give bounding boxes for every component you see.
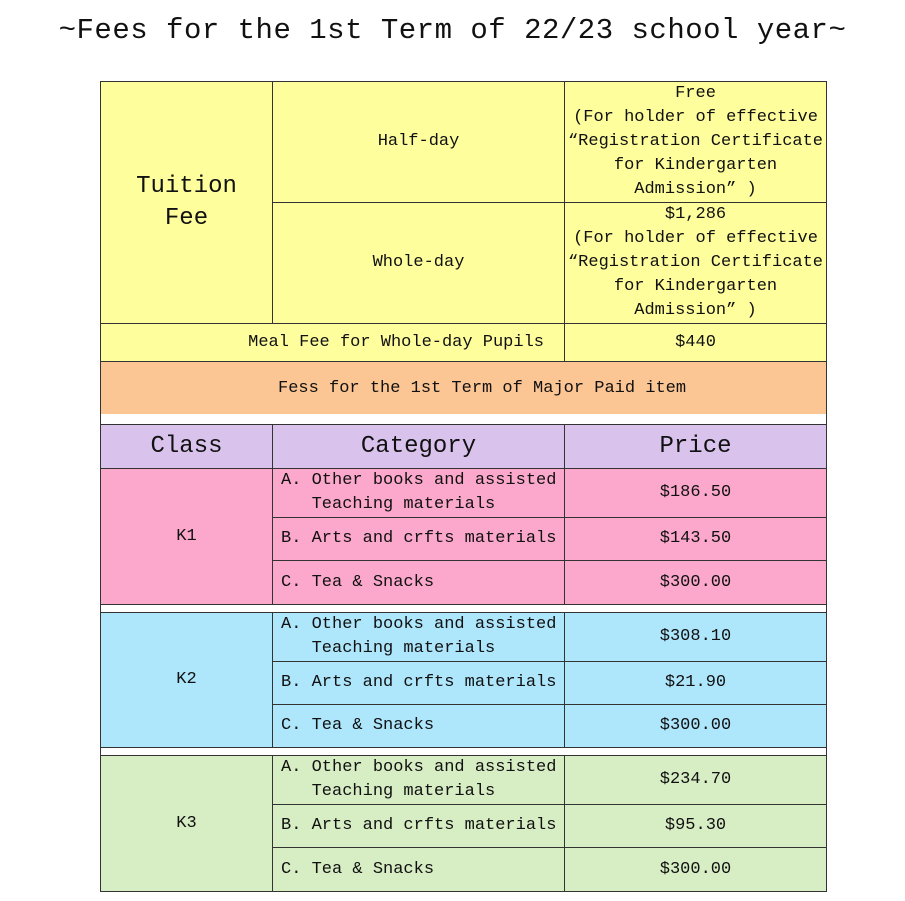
meal-fee-value: $440 (565, 324, 827, 362)
major-paid-heading: Fess for the 1st Term of Major Paid item (101, 362, 827, 416)
category-cell: B. Arts and crfts materials (273, 518, 565, 561)
category-cell: C. Tea & Snacks (273, 848, 565, 892)
meal-fee-label: Meal Fee for Whole-day Pupils (101, 324, 565, 362)
category-cell: C. Tea & Snacks (273, 561, 565, 605)
price-cell: $300.00 (565, 705, 827, 748)
column-header-price: Price (565, 425, 827, 469)
price-cell: $300.00 (565, 561, 827, 605)
class-block-k3 (100, 755, 827, 892)
section-gap (100, 748, 827, 755)
class-block-k2 (100, 612, 827, 748)
class-name: K2 (101, 613, 273, 748)
tuition-table (100, 81, 827, 416)
category-cell: B. Arts and crfts materials (273, 805, 565, 848)
whole-day-label: Whole-day (273, 203, 565, 324)
price-cell: $143.50 (565, 518, 827, 561)
half-day-label: Half-day (273, 82, 565, 203)
column-header-class: Class (101, 425, 273, 469)
price-cell: $186.50 (565, 469, 827, 518)
class-name: K1 (101, 469, 273, 605)
whole-day-fee: $1,286 (For holder of effective “Registration Certificate for Kindergarten Admission” ) (565, 203, 827, 324)
price-cell: $234.70 (565, 756, 827, 805)
category-cell: A. Other books and assisted Teaching materials (273, 469, 565, 518)
half-day-fee: Free (For holder of effective “Registration Certificate for Kindergarten Admission” ) (565, 82, 827, 203)
fees-header (100, 424, 827, 469)
price-cell: $308.10 (565, 613, 827, 662)
page-title: ~Fees for the 1st Term of 22/23 school year~ (58, 14, 847, 47)
price-cell: $21.90 (565, 662, 827, 705)
category-cell: C. Tea & Snacks (273, 705, 565, 748)
price-cell: $300.00 (565, 848, 827, 892)
category-cell: A. Other books and assisted Teaching materials (273, 756, 565, 805)
tuition-fee-label: Tuition Fee (101, 82, 273, 324)
category-cell: A. Other books and assisted Teaching materials (273, 613, 565, 662)
price-cell: $95.30 (565, 805, 827, 848)
section-gap (100, 605, 827, 612)
section-gap (100, 414, 827, 424)
class-block-k1 (100, 468, 827, 605)
class-name: K3 (101, 756, 273, 892)
column-header-category: Category (273, 425, 565, 469)
category-cell: B. Arts and crfts materials (273, 662, 565, 705)
